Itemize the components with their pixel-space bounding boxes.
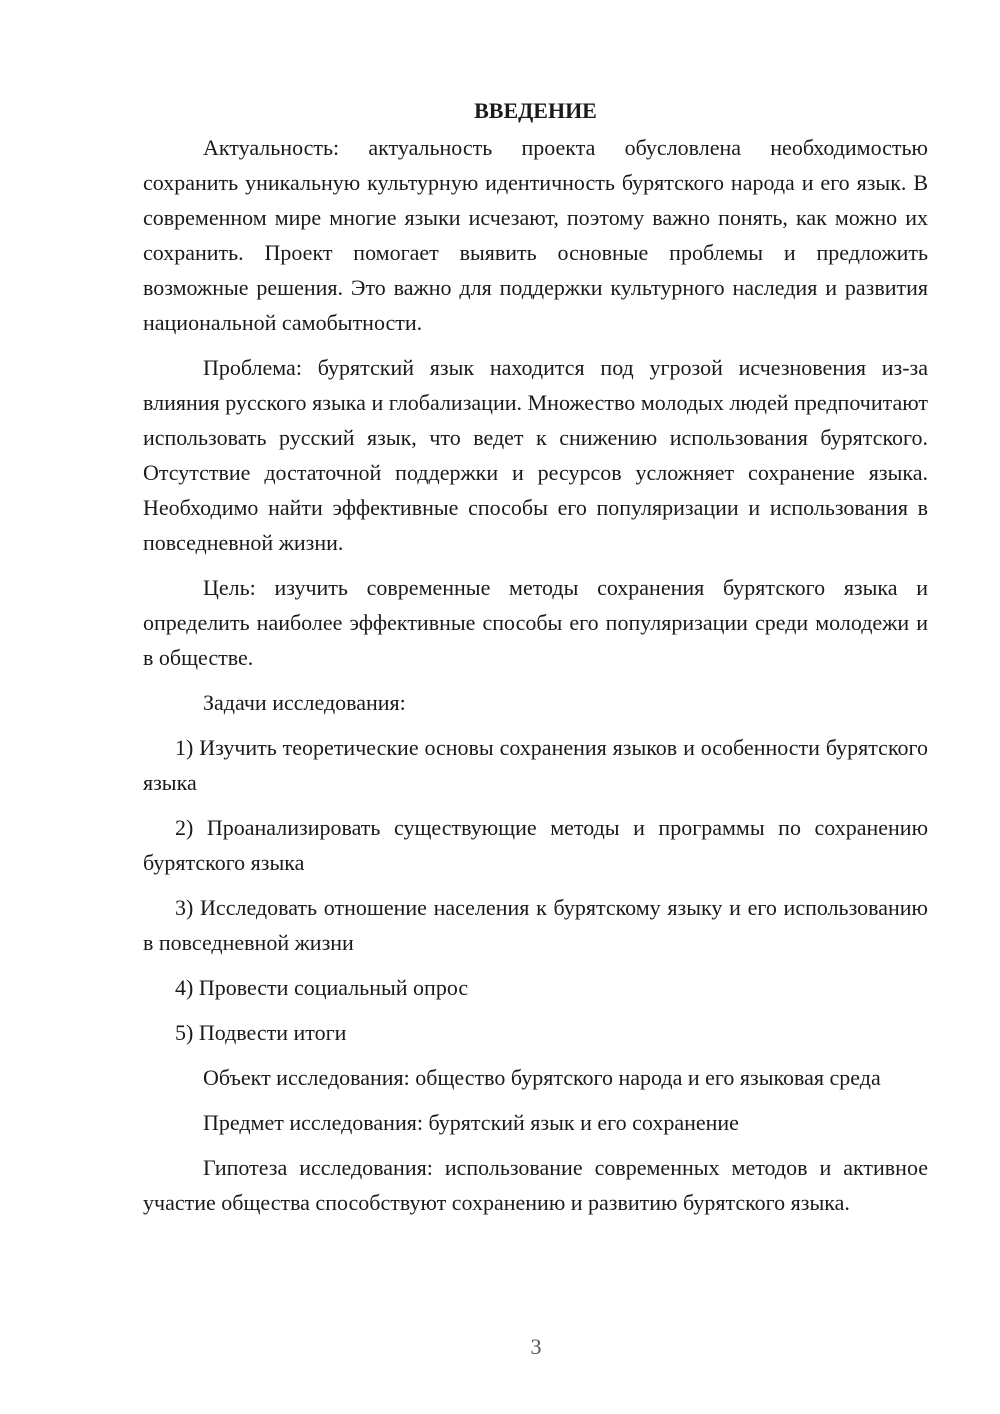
research-object-paragraph: Объект исследования: общество бурятского народа и его языковая среда <box>203 1065 881 1090</box>
relevance-paragraph: Актуальность: актуальность проекта обусловлена необходимостью сохранить уникальную культурную идентичность бурятского народа и его язык. В современном мире многие языки исчезают, поэтому важно понять, как можно их сохранить. Проект помогает выявить основные проблемы и предложить возможные решения. Это важно для поддержки культурного наследия и развития национальной самобытности. <box>143 135 928 335</box>
task-item-4: 4) Провести социальный опрос <box>175 975 469 1000</box>
task-item-1: 1) Изучить теоретические основы сохранения языков и особенности бурятского языка <box>143 735 928 795</box>
research-subject-paragraph: Предмет исследования: бурятский язык и его сохранение <box>203 1110 739 1135</box>
document-page <box>143 93 928 1230</box>
goal-paragraph: Цель: изучить современные методы сохранения бурятского языка и определить наиболее эффективные способы его популяризации среди молодежи и в обществе. <box>143 575 928 670</box>
page-number: 3 <box>530 1334 542 1359</box>
research-hypothesis-paragraph: Гипотеза исследования: использование современных методов и активное участие общества способствуют сохранению и развитию бурятского языка. <box>143 1155 928 1215</box>
task-item-3: 3) Исследовать отношение населения к бурятскому языку и его использованию в повседневной жизни <box>143 895 928 955</box>
problem-paragraph: Проблема: бурятский язык находится под угрозой исчезновения из-за влияния русского языка и глобализации. Множество молодых людей предпочитают использовать русский язык, что ведет к снижению использования бурятского. Отсутствие достаточной поддержки и ресурсов усложняет сохранение языка. Необходимо найти эффективные способы его популяризации и использования в повседневной жизни. <box>143 355 928 555</box>
task-item-2: 2) Проанализировать существующие методы и программы по сохранению бурятского языка <box>143 815 928 875</box>
page-title: ВВЕДЕНИЕ <box>474 98 597 123</box>
tasks-heading: Задачи исследования: <box>203 690 406 715</box>
task-item-5: 5) Подвести итоги <box>175 1020 347 1045</box>
